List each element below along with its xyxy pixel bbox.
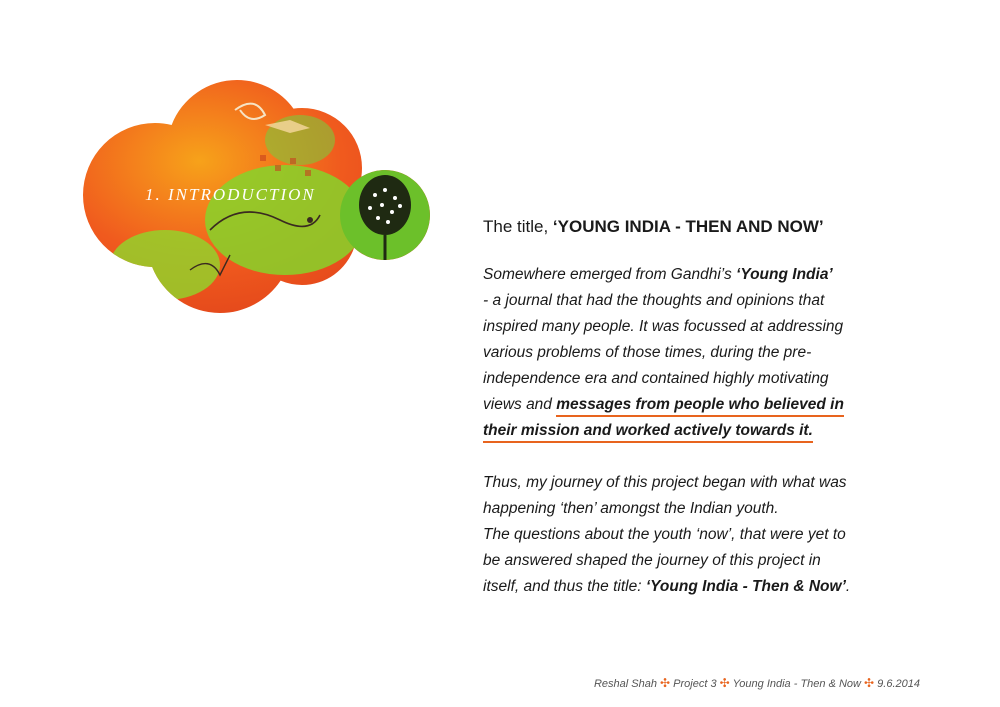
- para2-line5c: .: [845, 578, 851, 595]
- para1-line7: their mission and worked actively towards it.: [483, 422, 813, 443]
- para1-line2: - a journal that had the thoughts and opinions that: [483, 292, 825, 309]
- para1-line6b: messages from people who believed in: [556, 396, 844, 417]
- para1-line6a: views and: [483, 396, 557, 413]
- title-heading: [483, 214, 923, 240]
- heading-prefix: The title,: [483, 217, 553, 236]
- para2-line4: be answered shaped the journey of this project in: [483, 552, 821, 569]
- para1-line1a: Somewhere emerged from Gandhi’s: [483, 266, 737, 283]
- section-title: 1. INTRODUCTION: [145, 185, 316, 204]
- para1-line3: inspired many people. It was focussed at addressing: [483, 318, 844, 335]
- para2-line2: happening ‘then’ amongst the Indian youth.: [483, 500, 779, 517]
- para1-line1b: ‘Young India’: [736, 266, 833, 283]
- para2-line3: The questions about the youth ‘now’, that were yet to: [483, 526, 846, 543]
- para2-line1: Thus, my journey of this project began with what was: [483, 474, 847, 491]
- footer-separator-icon: ✣: [719, 676, 730, 690]
- para2-line5a: itself, and thus the title:: [483, 578, 646, 595]
- illustrated-cloud: [70, 70, 440, 330]
- paragraph-gap: [483, 444, 923, 470]
- page-footer: [540, 676, 920, 690]
- para2-line5b: ‘Young India - Then & Now’: [645, 578, 846, 595]
- para1-line5: independence era and contained highly motivating: [483, 370, 829, 387]
- footer-separator-icon: ✣: [660, 676, 671, 690]
- footer-title: Young India - Then & Now: [732, 678, 861, 690]
- para1-line4: various problems of those times, during the pre-: [483, 344, 812, 361]
- footer-author: Reshal Shah: [593, 678, 657, 690]
- journey-paragraph: [483, 470, 923, 600]
- intro-paragraph: [483, 262, 923, 444]
- footer-project: Project 3: [673, 678, 717, 690]
- footer-separator-icon: ✣: [864, 676, 875, 690]
- footer-date: 9.6.2014: [877, 678, 920, 690]
- heading-emphasis: ‘YOUNG INDIA - THEN AND NOW’: [552, 217, 824, 236]
- main-content: [483, 214, 923, 600]
